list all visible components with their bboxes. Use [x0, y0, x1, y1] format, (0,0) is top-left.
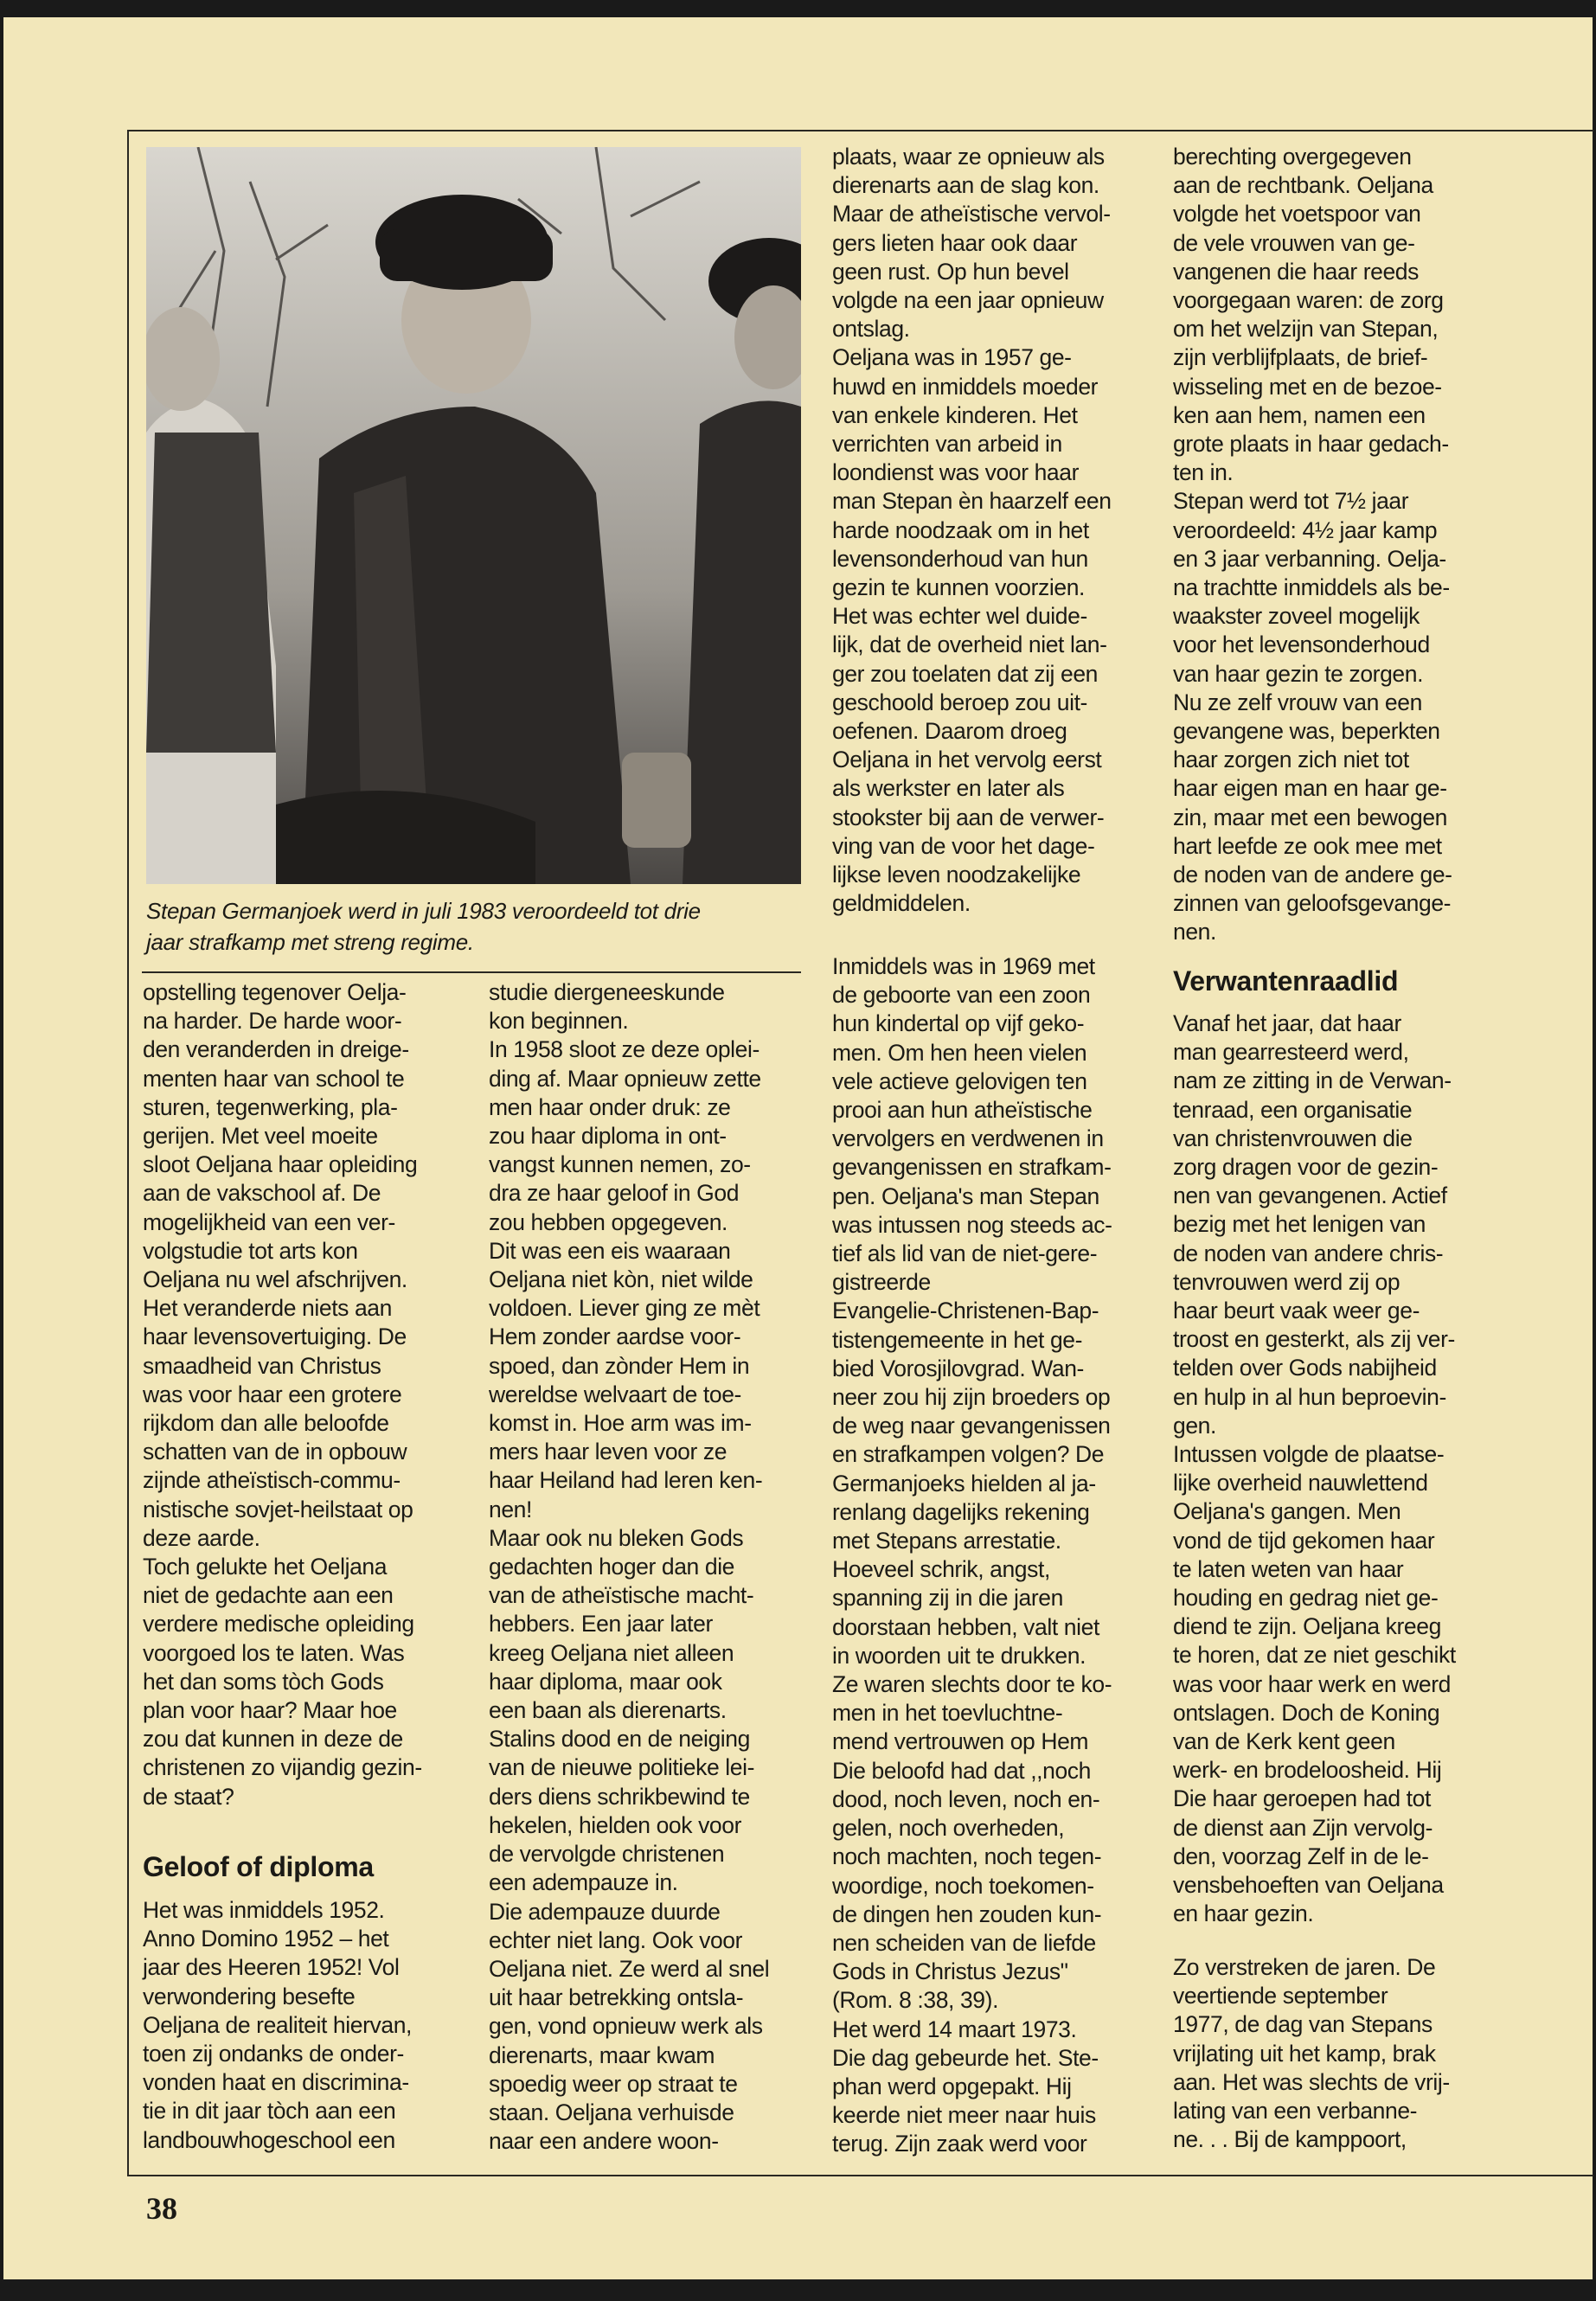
page-number: 38	[146, 2191, 177, 2226]
article-column-3b: Inmiddels was in 1969 met de geboorte van een zoon hun kindertal op vijf geko- men. Om hen heen vielen vele actieve gelovigen ten prooi aan hun atheïstische vervolgers en verdwenen in gevangenissen en strafkam- pen. Oeljana's man Stepan was intussen nog steeds ac- tief als lid van de niet-gere- gistreerde Evangelie-Christenen-Bap- tistengemeente in het ge- bied Vorosjilovgrad. Wan- neer zou hij zijn broeders op de weg naar gevangenissen en strafkampen volgen? De Germanjoeks hielden al ja- renlang dagelijks rekening met Stepans arrestatie. Hoeveel schrik, angst, spanning zij in die jaren doorstaan hebben, valt niet in woorden uit te drukken. Ze waren slechts door te ko- men in het toevluchtne- mend vertrouwen op Hem Die beloofd had dat ,,noch dood, noch leven, noch en- gelen, noch overheden, noch machten, noch tegen- woordige, noch toekomen- de dingen hen zouden kun- nen scheiden van de liefde Gods in Christus Jezus" (Rom. 8 :38, 39). Het werd 14 maart 1973. Die dag gebeurde het. Ste- phan werd opgepakt. Hij keerde niet meer naar huis terug. Zijn zaak werd voor	[832, 953, 1112, 2157]
article-photo	[146, 147, 801, 884]
caption-divider	[142, 971, 801, 973]
article-column-4a: berechting overgegeven aan de rechtbank. Oeljana volgde het voetspoor van de vele vrouwen van ge- vangenen die haar reeds voorgegaan waren: de zorg om het welzijn van Stepan, zijn verblijfplaats, de brief- wisseling met en de bezoe- ken aan hem, namen een grote plaats in haar gedach- ten in. Stepan werd tot 7½ jaar veroordeeld: 4½ jaar kamp en 3 jaar verbanning. Oelja- na trachtte inmiddels als be- waakster zoveel mogelijk voor het levensonderhoud van haar gezin te zorgen. Nu ze zelf vrouw van een gevangene was, beperkten haar zorgen zich niet tot haar eigen man en haar ge- zin, maar met een bewogen hart leefde ze ook mee met de noden van de andere ge- zinnen van geloofsgevange- nen.	[1173, 144, 1452, 945]
article-column-3a: plaats, waar ze opnieuw als dierenarts aan de slag kon. Maar de atheïstische vervol- gers lieten haar ook daar geen rust. Op hun bevel volgde na een jaar opnieuw ontslag. Oeljana was in 1957 ge- huwd en inmiddels moeder van enkele kinderen. Het verrichten van arbeid in loondienst was voor haar man Stepan èn haarzelf een harde noodzaak om in het levensonderhoud van hun gezin te kunnen voorzien. Het was echter wel duide- lijk, dat de overheid niet lan- ger zou toelaten dat zij een geschoold beroep zou uit- oefenen. Daarom droeg Oeljana in het vervolg eerst als werkster en later als stookster bij aan de verwer- ving van de voor het dage- lijkse leven noodzakelijke geldmiddelen.	[832, 144, 1112, 917]
article-column-4c: Zo verstreken de jaren. De veertiende september 1977, de dag van Stepans vrijlating uit het kamp, brak aan. Het was slechts de vrij- lating van een verbanne- ne. . . Bij de kamppoort,	[1173, 1954, 1450, 2153]
article-column-4b: Vanaf het jaar, dat haar man gearresteerd werd, nam ze zitting in de Verwan- tenraad, een organisatie van christenvrouwen die zorg dragen voor de gezin- nen van gevangenen. Actief bezig met het lenigen van de noden van andere chris- tenvrouwen werd zij op haar beurt vaak weer ge- troost en gesterkt, als zij ver- telden over Gods nabijheid en hulp in al hun beproevin- gen. Intussen volgde de plaatse- lijke overheid nauwlettend Oeljana's gangen. Men vond de tijd gekomen haar te laten weten van haar houding en gedrag niet ge- diend te zijn. Oeljana kreeg te horen, dat ze niet geschikt was voor haar werk en werd ontslagen. Doch de Koning van de Kerk kent geen werk- en brodeloosheid. Hij Die haar geroepen had tot de dienst aan Zijn vervolg- den, voorzag Zelf in de le- vensbehoeften van Oeljana en haar gezin.	[1173, 1010, 1456, 1927]
photo-caption: Stepan Germanjoek werd in juli 1983 veroordeeld tot drie jaar strafkamp met streng regime.	[146, 898, 701, 955]
article-column-1: opstelling tegenover Oelja- na harder. De harde woor- den veranderden in dreige- menten haar van school te sturen, tegenwerking, pla- gerijen. Met veel moeite sloot Oeljana haar opleiding aan de vakschool af. De mogelijkheid van een ver- volgstudie tot arts kon Oeljana nu wel afschrijven. Het veranderde niets aan haar levensovertuiging. De smaadheid van Christus was voor haar een grotere rijkdom dan alle beloofde schatten van de in opbouw zijnde atheïstisch-commu- nistische sovjet-heilstaat op deze aarde. Toch gelukte het Oeljana niet de gedachte aan een verdere medische opleiding voorgoed los te laten. Was het dan soms tòch Gods plan voor haar? Maar hoe zou dat kunnen in deze de christenen zo vijandig gezin- de staat?	[143, 979, 422, 1810]
article-column-2: studie diergeneeskunde kon beginnen. In 1958 sloot ze deze oplei- ding af. Maar opnieuw zette men haar onder druk: ze zou haar diploma in ont- vangst kunnen nemen, zo- dra ze haar geloof in God zou hebben opgegeven. Dit was een eis waaraan Oeljana niet kòn, niet wilde voldoen. Liever ging ze mèt Hem zonder aardse voor- spoed, dan zònder Hem in wereldse welvaart de toe- komst in. Hoe arm was im- mers haar leven voor ze haar Heiland had leren ken- nen! Maar ook nu bleken Gods gedachten hoger dan die van de atheïstische macht- hebbers. Een jaar later kreeg Oeljana niet alleen haar diploma, maar ook een baan als dierenarts. Stalins dood en de neiging van de nieuwe politieke lei- ders diens schrikbewind te hekelen, hielden ook voor de vervolgde christenen een adempauze in. Die adempauze duurde echter niet lang. Ook voor Oeljana niet. Ze werd al snel uit haar betrekking ontsla- gen, vond opnieuw werk als dierenarts, maar kwam spoedig weer op straat te staan. Oeljana verhuisde naar een andere woon-	[489, 979, 770, 2155]
photo-image	[146, 147, 801, 884]
section-heading-geloof: Geloof of diploma	[143, 1851, 374, 1882]
section-heading-verwantenraadlid: Verwantenraadlid	[1173, 965, 1399, 997]
article-column-1b: Het was inmiddels 1952. Anno Domino 1952 – het jaar des Heeren 1952! Vol verwondering besefte Oeljana de realiteit hiervan, toen zij ondanks de onder- vonden haat en discrimina- tie in dit jaar tòch aan een landbouwhogeschool een	[143, 1897, 413, 2153]
magazine-page	[3, 17, 1593, 2279]
